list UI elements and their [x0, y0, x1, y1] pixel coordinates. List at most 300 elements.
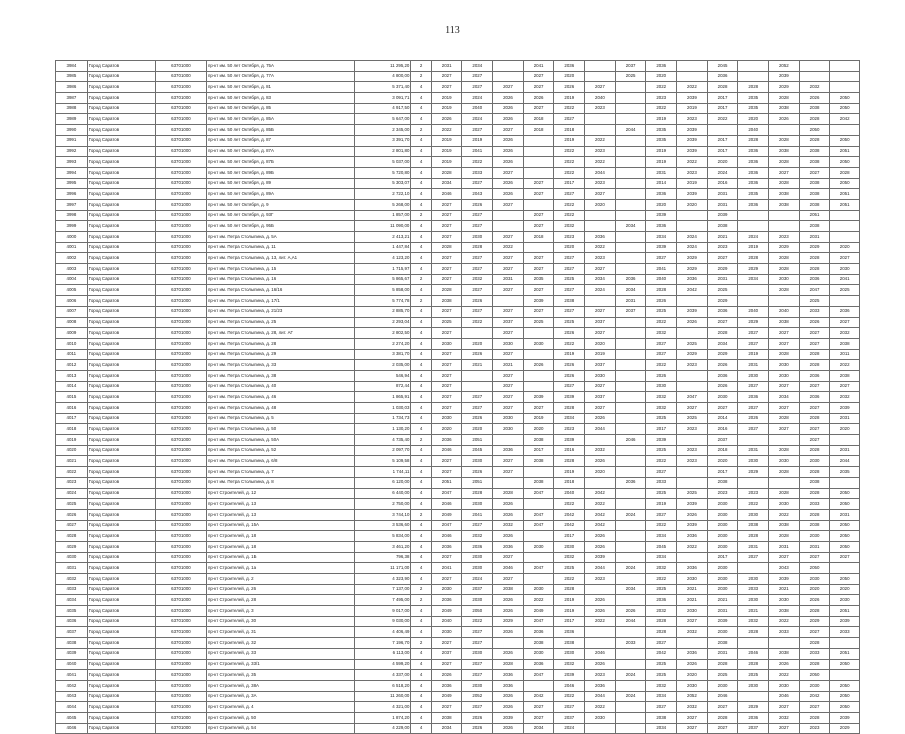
table-row: [56, 264, 860, 275]
cell-municipality: Город Саратов: [87, 392, 155, 403]
cell-elevators: 4: [411, 199, 431, 210]
cell-work-year-5: 2039: [554, 392, 585, 403]
cell-municipality: Город Саратов: [87, 467, 155, 478]
table-row: [56, 552, 860, 563]
cell-work-year-10: 2029: [707, 296, 738, 307]
table-row: [56, 595, 860, 606]
cell-elevators: 4: [411, 82, 431, 93]
table-row: [56, 135, 860, 146]
cell-work-year-5: 2025: [554, 317, 585, 328]
cell-work-year-4: 2030: [523, 584, 554, 595]
cell-elevators: 4: [411, 499, 431, 510]
cell-work-year-11: 2036: [738, 157, 769, 168]
cell-oktmo-code: 63701000: [155, 702, 206, 713]
cell-row-number: 4014: [56, 381, 88, 392]
cell-work-year-4: 2017: [523, 445, 554, 456]
cell-work-year-8: 2032: [646, 563, 677, 574]
cell-work-year-4: 2027: [523, 306, 554, 317]
cell-work-year-5: 2022: [554, 338, 585, 349]
cell-elevators: 4: [411, 360, 431, 371]
cell-work-year-11: 2030: [738, 680, 769, 691]
cell-work-year-4: [523, 680, 554, 691]
cell-elevators: 4: [411, 338, 431, 349]
cell-row-number: 3994: [56, 167, 88, 178]
cell-work-year-1: 2027: [431, 210, 462, 221]
cell-work-year-13: 2031: [799, 541, 830, 552]
cell-work-year-7: [615, 338, 646, 349]
cell-work-year-8: 2042: [646, 648, 677, 659]
cell-work-year-3: 2026: [493, 135, 524, 146]
cell-work-year-7: 2024: [615, 670, 646, 681]
cell-work-year-6: 2027: [585, 381, 616, 392]
cell-work-year-6: 2036: [585, 680, 616, 691]
cell-work-year-6: 2023: [585, 146, 616, 157]
cell-elevators: 4: [411, 114, 431, 125]
cell-work-year-14: [830, 221, 860, 232]
cell-work-year-1: 2027: [431, 71, 462, 82]
cell-work-year-2: 2043: [462, 189, 493, 200]
table-row: [56, 638, 860, 649]
cell-work-year-9: 2026: [677, 317, 708, 328]
cell-address: пр-кт им. 50 лет Октября, д. 89Б: [207, 167, 355, 178]
cell-work-year-14: [830, 670, 860, 681]
cell-work-year-2: 2030: [462, 680, 493, 691]
cell-area: 11 171,00: [354, 563, 411, 574]
cell-work-year-5: 2019: [554, 606, 585, 617]
cell-work-year-2: 2030: [462, 552, 493, 563]
cell-work-year-14: 2027: [830, 552, 860, 563]
cell-work-year-5: 2032: [554, 552, 585, 563]
cell-work-year-5: 2024: [554, 723, 585, 734]
cell-work-year-4: [523, 467, 554, 478]
cell-work-year-3: 2026: [493, 114, 524, 125]
cell-work-year-11: [738, 221, 769, 232]
table-row: [56, 606, 860, 617]
cell-area: 1 447,84: [354, 242, 411, 253]
cell-work-year-3: 2026: [493, 509, 524, 520]
cell-municipality: Город Саратов: [87, 285, 155, 296]
cell-work-year-1: 2027: [431, 328, 462, 339]
cell-work-year-1: 2049: [431, 509, 462, 520]
cell-work-year-10: 2030: [707, 499, 738, 510]
cell-row-number: 4003: [56, 264, 88, 275]
cell-work-year-7: [615, 114, 646, 125]
cell-work-year-4: 2018: [523, 114, 554, 125]
cell-row-number: 4009: [56, 328, 88, 339]
cell-work-year-11: [738, 71, 769, 82]
cell-work-year-7: 2025: [615, 71, 646, 82]
cell-work-year-2: 2026: [462, 712, 493, 723]
cell-work-year-4: 2038: [523, 456, 554, 467]
cell-address: пр-кт Строителей, д. 18: [207, 531, 355, 542]
cell-work-year-11: 2024: [738, 232, 769, 243]
cell-work-year-12: 2022: [769, 509, 800, 520]
cell-work-year-11: 2030: [738, 370, 769, 381]
cell-work-year-5: 2019: [554, 349, 585, 360]
cell-work-year-10: 2014: [707, 413, 738, 424]
cell-work-year-14: 2036: [830, 306, 860, 317]
cell-work-year-8: 2028: [646, 627, 677, 638]
cell-address: пр-кт им. 50 лет Октября, д. 89А: [207, 189, 355, 200]
cell-work-year-6: [585, 296, 616, 307]
cell-work-year-6: 2027: [585, 82, 616, 93]
cell-work-year-9: 2032: [677, 702, 708, 713]
cell-municipality: Город Саратов: [87, 541, 155, 552]
cell-work-year-7: [615, 574, 646, 585]
cell-work-year-11: [738, 296, 769, 307]
cell-work-year-10: 2020: [707, 456, 738, 467]
cell-oktmo-code: 63701000: [155, 680, 206, 691]
cell-work-year-7: [615, 702, 646, 713]
cell-address: пр-кт Строителей, д. 1а: [207, 563, 355, 574]
cell-work-year-6: 2027: [585, 403, 616, 414]
table-row: [56, 584, 860, 595]
cell-work-year-10: 2017: [707, 146, 738, 157]
cell-elevators: 4: [411, 477, 431, 488]
cell-work-year-8: 2035: [646, 135, 677, 146]
table-body: [56, 61, 860, 734]
cell-work-year-12: 2028: [769, 349, 800, 360]
cell-work-year-12: 2028: [769, 157, 800, 168]
cell-work-year-9: 2039: [677, 93, 708, 104]
cell-oktmo-code: 63701000: [155, 712, 206, 723]
cell-work-year-11: [738, 638, 769, 649]
cell-address: пр-кт Строителей, д. 13: [207, 499, 355, 510]
cell-area: 5 834,00: [354, 531, 411, 542]
cell-work-year-9: [677, 221, 708, 232]
cell-municipality: Город Саратов: [87, 403, 155, 414]
table-row: [56, 435, 860, 446]
cell-municipality: Город Саратов: [87, 413, 155, 424]
cell-work-year-1: 2027: [431, 381, 462, 392]
cell-work-year-8: 2039: [646, 435, 677, 446]
cell-work-year-9: 2023: [677, 167, 708, 178]
table-row: [56, 531, 860, 542]
table-row: [56, 103, 860, 114]
cell-work-year-2: 2027: [462, 702, 493, 713]
table-row: [56, 210, 860, 221]
cell-work-year-1: 2041: [431, 563, 462, 574]
cell-oktmo-code: 63701000: [155, 178, 206, 189]
cell-work-year-14: 2050: [830, 680, 860, 691]
cell-work-year-5: 2032: [554, 659, 585, 670]
cell-work-year-4: 2038: [523, 435, 554, 446]
cell-work-year-14: [830, 71, 860, 82]
cell-elevators: 4: [411, 616, 431, 627]
cell-work-year-7: 2046: [615, 435, 646, 446]
cell-work-year-9: 2029: [677, 253, 708, 264]
cell-work-year-5: 2023: [554, 424, 585, 435]
cell-oktmo-code: 63701000: [155, 135, 206, 146]
cell-work-year-10: 2020: [707, 157, 738, 168]
cell-address: пр-кт им. 50 лет Октября, д. 85: [207, 103, 355, 114]
cell-work-year-1: 2040: [431, 616, 462, 627]
cell-work-year-6: 2023: [585, 178, 616, 189]
cell-work-year-13: 2038: [799, 103, 830, 114]
cell-work-year-14: 2042: [830, 114, 860, 125]
cell-area: 4 800,00: [354, 71, 411, 82]
cell-work-year-11: 2035: [738, 93, 769, 104]
cell-address: пр-кт Строителей, д. 26: [207, 584, 355, 595]
cell-work-year-12: 2039: [769, 71, 800, 82]
cell-work-year-11: [738, 563, 769, 574]
cell-elevators: 4: [411, 680, 431, 691]
cell-row-number: 3999: [56, 221, 88, 232]
cell-work-year-11: 2038: [738, 520, 769, 531]
cell-work-year-10: 2039: [707, 210, 738, 221]
cell-area: 11 295,20: [354, 61, 411, 72]
cell-work-year-1: 2030: [431, 627, 462, 638]
cell-municipality: Город Саратов: [87, 296, 155, 307]
cell-work-year-5: 2030: [554, 541, 585, 552]
cell-work-year-9: [677, 467, 708, 478]
cell-oktmo-code: 63701000: [155, 360, 206, 371]
cell-elevators: 2: [411, 584, 431, 595]
cell-work-year-3: 2026: [493, 595, 524, 606]
cell-municipality: Город Саратов: [87, 520, 155, 531]
cell-work-year-8: 2027: [646, 338, 677, 349]
cell-work-year-1: 2028: [431, 242, 462, 253]
cell-work-year-11: 2028: [738, 659, 769, 670]
cell-work-year-10: 2031: [707, 274, 738, 285]
cell-work-year-14: 2032: [830, 328, 860, 339]
cell-work-year-2: 2036: [462, 541, 493, 552]
cell-work-year-7: [615, 82, 646, 93]
cell-work-year-10: 2021: [707, 595, 738, 606]
cell-municipality: Город Саратов: [87, 616, 155, 627]
cell-work-year-13: 2038: [799, 221, 830, 232]
cell-work-year-14: 2044: [830, 456, 860, 467]
cell-oktmo-code: 63701000: [155, 531, 206, 542]
cell-work-year-2: 2027: [462, 71, 493, 82]
cell-work-year-3: 2022: [493, 242, 524, 253]
cell-work-year-9: [677, 638, 708, 649]
cell-work-year-14: 2027: [830, 253, 860, 264]
cell-oktmo-code: 63701000: [155, 659, 206, 670]
cell-work-year-12: 2032: [769, 712, 800, 723]
cell-address: пр-кт им. Петра Столыпина, д. 21/23: [207, 306, 355, 317]
cell-row-number: 4015: [56, 392, 88, 403]
cell-work-year-8: 2022: [646, 103, 677, 114]
cell-work-year-1: 2038: [431, 296, 462, 307]
cell-oktmo-code: 63701000: [155, 445, 206, 456]
cell-work-year-14: 2050: [830, 103, 860, 114]
cell-work-year-5: 2019: [554, 93, 585, 104]
cell-work-year-9: 2039: [677, 125, 708, 136]
cell-work-year-7: [615, 445, 646, 456]
cell-work-year-10: 2027: [707, 723, 738, 734]
cell-oktmo-code: 63701000: [155, 317, 206, 328]
cell-oktmo-code: 63701000: [155, 328, 206, 339]
cell-oktmo-code: 63701000: [155, 552, 206, 563]
cell-work-year-7: [615, 392, 646, 403]
cell-work-year-7: [615, 541, 646, 552]
cell-elevators: 4: [411, 317, 431, 328]
cell-work-year-2: 2027: [462, 285, 493, 296]
cell-municipality: Город Саратов: [87, 574, 155, 585]
cell-work-year-14: 2039: [830, 712, 860, 723]
cell-elevators: 4: [411, 264, 431, 275]
cell-area: 5 858,00: [354, 285, 411, 296]
cell-work-year-9: 2030: [677, 606, 708, 617]
cell-area: 2 413,21: [354, 232, 411, 243]
cell-row-number: 4027: [56, 520, 88, 531]
cell-work-year-5: 2027: [554, 381, 585, 392]
cell-work-year-7: 2036: [615, 274, 646, 285]
table-row: [56, 114, 860, 125]
cell-work-year-11: 2019: [738, 242, 769, 253]
cell-elevators: 4: [411, 93, 431, 104]
cell-work-year-7: [615, 199, 646, 210]
cell-oktmo-code: 63701000: [155, 189, 206, 200]
cell-address: пр-кт им. 50 лет Октября, д. 95Б: [207, 221, 355, 232]
cell-work-year-2: 2028: [462, 488, 493, 499]
cell-work-year-5: 2042: [554, 509, 585, 520]
cell-work-year-13: 2028: [799, 253, 830, 264]
cell-work-year-3: 2032: [493, 520, 524, 531]
cell-work-year-2: 2027: [462, 178, 493, 189]
cell-work-year-7: 2034: [615, 584, 646, 595]
cell-elevators: 4: [411, 488, 431, 499]
cell-work-year-11: 2028: [738, 82, 769, 93]
cell-municipality: Город Саратов: [87, 531, 155, 542]
cell-work-year-10: 2031: [707, 189, 738, 200]
cell-work-year-6: 2022: [585, 242, 616, 253]
cell-work-year-8: 2036: [646, 189, 677, 200]
cell-work-year-13: 2028: [799, 488, 830, 499]
cell-work-year-8: 2039: [646, 210, 677, 221]
cell-work-year-7: [615, 403, 646, 414]
cell-work-year-9: 2024: [677, 242, 708, 253]
cell-work-year-10: 2046: [707, 691, 738, 702]
cell-work-year-8: 2038: [646, 712, 677, 723]
cell-work-year-10: 2034: [707, 338, 738, 349]
cell-work-year-3: 2027: [493, 199, 524, 210]
cell-work-year-7: [615, 103, 646, 114]
cell-work-year-3: 2026: [493, 648, 524, 659]
cell-work-year-13: 2027: [799, 328, 830, 339]
cell-work-year-9: 2020: [677, 199, 708, 210]
cell-work-year-5: 2040: [554, 488, 585, 499]
cell-work-year-4: 2038: [523, 638, 554, 649]
table-row: [56, 125, 860, 136]
cell-work-year-9: 2021: [677, 584, 708, 595]
cell-address: пр-кт Строителей, д. 33/1: [207, 659, 355, 670]
cell-work-year-13: 2030: [799, 574, 830, 585]
cell-work-year-7: [615, 381, 646, 392]
cell-work-year-9: [677, 71, 708, 82]
table-row: [56, 381, 860, 392]
cell-work-year-13: 2038: [799, 189, 830, 200]
cell-work-year-10: 2030: [707, 627, 738, 638]
cell-work-year-1: 2051: [431, 477, 462, 488]
cell-work-year-14: 2039: [830, 403, 860, 414]
cell-address: пр-кт им. Петра Столыпина, д. 6/8: [207, 456, 355, 467]
cell-work-year-9: 2025: [677, 413, 708, 424]
cell-work-year-13: 2028: [799, 509, 830, 520]
cell-work-year-13: 2028: [799, 712, 830, 723]
cell-work-year-7: [615, 648, 646, 659]
cell-elevators: 4: [411, 189, 431, 200]
cell-area: 7 196,70: [354, 638, 411, 649]
cell-work-year-11: [738, 691, 769, 702]
cell-work-year-5: 2032: [554, 221, 585, 232]
cell-work-year-9: [677, 370, 708, 381]
cell-work-year-11: 2029: [738, 317, 769, 328]
cell-work-year-8: 2036: [646, 221, 677, 232]
cell-work-year-10: 2039: [707, 616, 738, 627]
cell-work-year-11: 2037: [738, 723, 769, 734]
cell-work-year-9: 2023: [677, 114, 708, 125]
cell-oktmo-code: 63701000: [155, 125, 206, 136]
cell-municipality: Город Саратов: [87, 381, 155, 392]
cell-work-year-1: 2027: [431, 232, 462, 243]
cell-work-year-10: 2024: [707, 167, 738, 178]
cell-work-year-11: [738, 210, 769, 221]
cell-row-number: 4025: [56, 499, 88, 510]
cell-work-year-9: [677, 296, 708, 307]
table-row: [56, 477, 860, 488]
cell-work-year-6: [585, 627, 616, 638]
cell-work-year-8: 2025: [646, 413, 677, 424]
cell-row-number: 3993: [56, 157, 88, 168]
cell-elevators: 2: [411, 125, 431, 136]
cell-address: пр-кт им. 50 лет Октября, д. 87: [207, 135, 355, 146]
cell-work-year-6: 2023: [585, 103, 616, 114]
cell-work-year-14: [830, 296, 860, 307]
cell-elevators: 4: [411, 349, 431, 360]
cell-work-year-11: 2027: [738, 424, 769, 435]
cell-municipality: Город Саратов: [87, 232, 155, 243]
cell-work-year-6: [585, 114, 616, 125]
cell-work-year-14: 2029: [830, 723, 860, 734]
cell-work-year-13: 2028: [799, 445, 830, 456]
cell-work-year-5: 2023: [554, 232, 585, 243]
cell-work-year-11: 2040: [738, 125, 769, 136]
cell-row-number: 3984: [56, 61, 88, 72]
cell-work-year-1: 2027: [431, 638, 462, 649]
cell-work-year-12: 2028: [769, 135, 800, 146]
cell-work-year-10: 2027: [707, 253, 738, 264]
cell-work-year-4: 2027: [523, 178, 554, 189]
cell-oktmo-code: 63701000: [155, 413, 206, 424]
cell-work-year-2: 2032: [462, 531, 493, 542]
cell-work-year-9: 2039: [677, 520, 708, 531]
cell-work-year-12: 2027: [769, 702, 800, 713]
cell-work-year-9: 2027: [677, 723, 708, 734]
cell-work-year-12: 2028: [769, 93, 800, 104]
table-row: [56, 392, 860, 403]
cell-work-year-9: 2027: [677, 616, 708, 627]
table-row: [56, 467, 860, 478]
cell-work-year-4: 2047: [523, 520, 554, 531]
cell-oktmo-code: 63701000: [155, 71, 206, 82]
cell-work-year-7: [615, 680, 646, 691]
cell-elevators: 4: [411, 563, 431, 574]
cell-work-year-6: [585, 61, 616, 72]
cell-municipality: Город Саратов: [87, 509, 155, 520]
cell-work-year-12: 2030: [769, 456, 800, 467]
cell-work-year-8: 2031: [646, 167, 677, 178]
table-row: [56, 616, 860, 627]
cell-work-year-5: 2036: [554, 61, 585, 72]
cell-municipality: Город Саратов: [87, 659, 155, 670]
cell-work-year-10: 2045: [707, 61, 738, 72]
table-row: [56, 189, 860, 200]
cell-address: пр-кт им. 50 лет Октября, д. 81: [207, 82, 355, 93]
cell-address: пр-кт им. 50 лет Октября, д. 85А: [207, 114, 355, 125]
cell-work-year-5: 2020: [554, 242, 585, 253]
